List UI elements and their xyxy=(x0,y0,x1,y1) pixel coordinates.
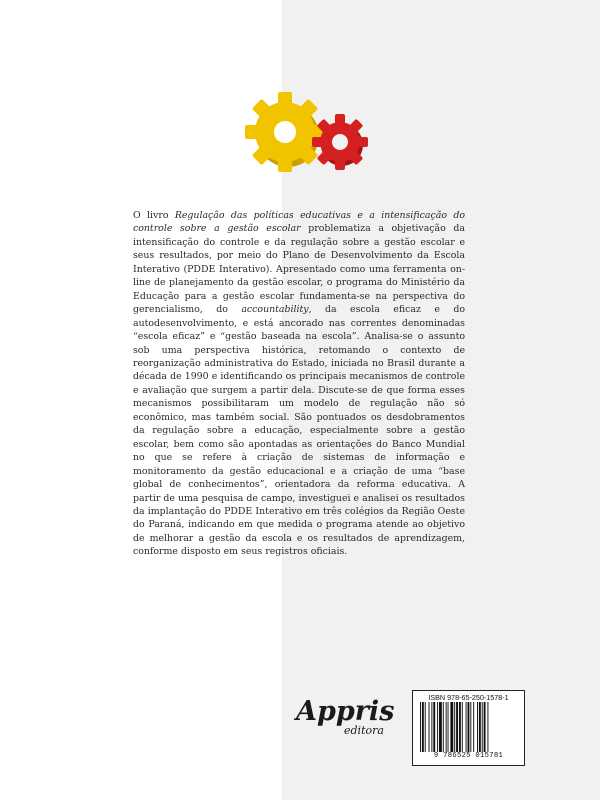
blurb-part-2: problematiza a objetivação da intensificação do controle e da regulação sobre a gestão escolar e seus resultados, por meio do Plano de Desenvolvimento da Escola Interativo (PDDE Interativo). Apresentado como uma ferramenta on-line de planejamento da gestão escolar, o programa do Ministério da Educação para a gestão escolar fundamenta-se na perspectiva do gerencialismo, do xyxy=(133,223,465,316)
blurb-intro: O livro xyxy=(133,210,175,221)
blurb-part-3: , da escola eficaz e do autodesenvolvimento, e está ancorado nas correntes denominadas “escola eficaz” e “gestão baseada na escola”. Analisa-se o assunto sob uma perspectiva histórica, retomando o contexto de reorganização administrativa do Estado, iniciada no Brasil durante a década de 1990 e identificando os principais mecanismos de controle e avaliação que surgem a partir dela. Discute-se de que forma esses mecanismos possibilitaram um modelo de regulação não só econômico, mas também social. São pontuados os desdobramentos da regulação sobre a educação, especialmente sobre a gestão escolar, bem como são apontadas as orientações do Banco Mundial no que se refere à criação de sistemas de informação e monitoramento da gestão educacional e a criação de uma “base global de conhecimentos”, orientadora da reforma educativa. A partir de uma pesquisa de campo, investiguei e analisei os resultados da implantação do PDDE Interativo em três colégios da Região Oeste do Paraná, indicando em que medida o programa atende ao objetivo de melhorar a gestão da escola e os resultados de aprendizagem, conforme disposto em seus registros oficiais. xyxy=(133,304,465,558)
yellow-gear-icon xyxy=(245,92,325,172)
isbn-barcode-box xyxy=(412,690,525,766)
gears-illustration xyxy=(240,80,370,190)
publisher-sub: editora xyxy=(344,724,384,737)
barcode-icon xyxy=(419,702,518,752)
red-gear-icon xyxy=(312,114,368,170)
isbn-label: ISBN 978-65-250-1578-1 xyxy=(428,693,509,702)
publisher-name: Appris xyxy=(296,696,395,727)
appris-logo xyxy=(292,690,397,740)
book-title-italic: Regulação das políticas educativas e a intensificação do controle sobre a gestão escolar xyxy=(133,210,465,235)
back-cover-blurb xyxy=(133,209,465,559)
accountability-italic: accountability xyxy=(241,304,309,316)
isbn-digits: 9 786525 015781 xyxy=(433,752,504,760)
